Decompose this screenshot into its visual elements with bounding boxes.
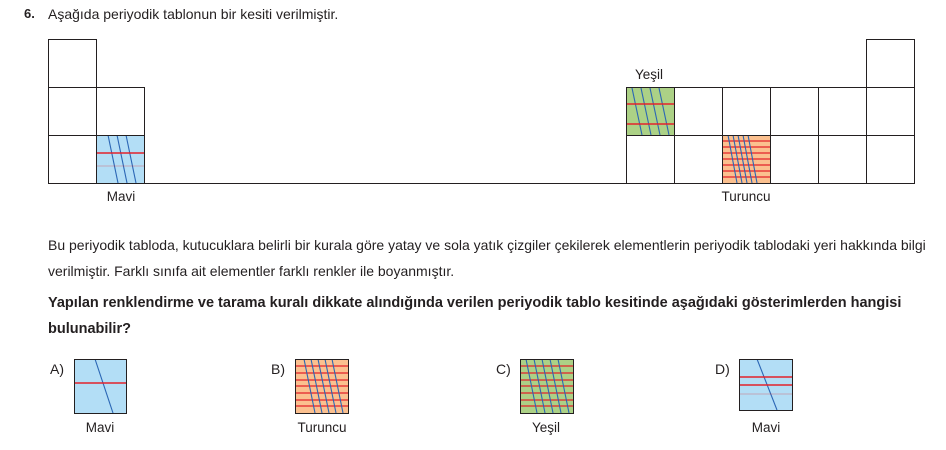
label-yesil: Yeşil <box>634 67 664 82</box>
option-a-caption: Mavi <box>85 420 115 435</box>
question-text: Aşağıda periyodik tablonun bir kesiti verilmiştir. <box>48 6 339 22</box>
option-b-letter[interactable]: B) <box>271 361 285 377</box>
option-b-caption: Turuncu <box>297 420 347 435</box>
option-a-letter[interactable]: A) <box>50 361 64 377</box>
option-d-caption: Mavi <box>751 420 781 435</box>
table-grid <box>49 40 915 184</box>
cell-blue-fill <box>97 135 144 183</box>
question-number: 6. <box>24 6 35 21</box>
option-a-box[interactable] <box>74 359 126 413</box>
option-c-caption: Yeşil <box>531 420 561 435</box>
question-prompt: Yapılan renklendirme ve tarama kuralı dikkate alındığında verilen periyodik tablo kesitinde aşağıdaki gösterimlerden hangisi bulunabilir? <box>48 295 902 337</box>
label-mavi: Mavi <box>106 189 136 204</box>
option-c-letter[interactable]: C) <box>496 361 511 377</box>
label-turuncu: Turuncu <box>721 189 771 204</box>
explanation-paragraph: Bu periyodik tabloda, kutucuklara belirli bir kurala göre yatay ve sola yatık çizgiler çekilerek elementlerin periyodik tablodaki yeri hakkında bilgi verilmiştir. Farklı sınıfa ait elementler farklı renkler ile boyanmıştır. <box>48 237 926 279</box>
option-d-letter[interactable]: D) <box>715 361 730 377</box>
